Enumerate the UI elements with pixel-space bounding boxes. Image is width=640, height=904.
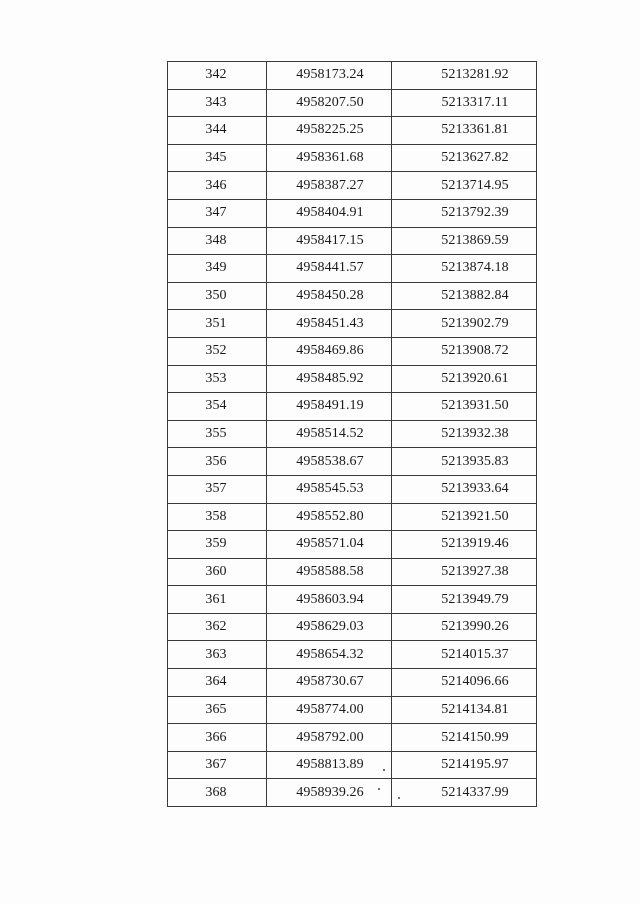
point-number-cell: 365 (168, 696, 267, 724)
y-coordinate-cell: 5214150.99 (392, 724, 537, 752)
point-number-cell: 350 (168, 282, 267, 310)
coordinate-table (167, 61, 537, 807)
table-row (168, 558, 537, 586)
point-number-cell: 360 (168, 558, 267, 586)
x-coordinate-cell: 4958813.89 (267, 751, 392, 779)
x-coordinate-cell: 4958629.03 (267, 613, 392, 641)
x-coordinate-cell: 4958450.28 (267, 282, 392, 310)
point-number-cell: 367 (168, 751, 267, 779)
point-number-cell: 361 (168, 586, 267, 614)
x-coordinate-cell: 4958225.25 (267, 117, 392, 145)
y-coordinate-cell: 5213949.79 (392, 586, 537, 614)
table-row (168, 227, 537, 255)
table-row (168, 144, 537, 172)
table-row (168, 475, 537, 503)
scan-speck (383, 769, 385, 771)
point-number-cell: 363 (168, 641, 267, 669)
table-row (168, 696, 537, 724)
table-row (168, 448, 537, 476)
x-coordinate-cell: 4958588.58 (267, 558, 392, 586)
point-number-cell: 355 (168, 420, 267, 448)
table-row (168, 669, 537, 697)
y-coordinate-cell: 5213882.84 (392, 282, 537, 310)
coordinate-table-body (168, 62, 537, 807)
table-row (168, 365, 537, 393)
table-row (168, 420, 537, 448)
table-row (168, 172, 537, 200)
table-row (168, 337, 537, 365)
point-number-cell: 344 (168, 117, 267, 145)
y-coordinate-cell: 5213927.38 (392, 558, 537, 586)
table-row (168, 613, 537, 641)
x-coordinate-cell: 4958491.19 (267, 393, 392, 421)
y-coordinate-cell: 5213921.50 (392, 503, 537, 531)
y-coordinate-cell: 5213714.95 (392, 172, 537, 200)
point-number-cell: 353 (168, 365, 267, 393)
y-coordinate-cell: 5213627.82 (392, 144, 537, 172)
y-coordinate-cell: 5213920.61 (392, 365, 537, 393)
point-number-cell: 362 (168, 613, 267, 641)
scan-speck (398, 797, 400, 799)
point-number-cell: 354 (168, 393, 267, 421)
x-coordinate-cell: 4958939.26 (267, 779, 392, 807)
x-coordinate-cell: 4958774.00 (267, 696, 392, 724)
point-number-cell: 364 (168, 669, 267, 697)
y-coordinate-cell: 5213990.26 (392, 613, 537, 641)
x-coordinate-cell: 4958441.57 (267, 255, 392, 283)
y-coordinate-cell: 5213281.92 (392, 62, 537, 90)
x-coordinate-cell: 4958571.04 (267, 531, 392, 559)
y-coordinate-cell: 5214195.97 (392, 751, 537, 779)
table-row (168, 586, 537, 614)
y-coordinate-cell: 5213361.81 (392, 117, 537, 145)
x-coordinate-cell: 4958654.32 (267, 641, 392, 669)
point-number-cell: 342 (168, 62, 267, 90)
x-coordinate-cell: 4958417.15 (267, 227, 392, 255)
x-coordinate-cell: 4958173.24 (267, 62, 392, 90)
point-number-cell: 349 (168, 255, 267, 283)
point-number-cell: 343 (168, 89, 267, 117)
x-coordinate-cell: 4958404.91 (267, 199, 392, 227)
point-number-cell: 368 (168, 779, 267, 807)
x-coordinate-cell: 4958387.27 (267, 172, 392, 200)
table-row (168, 724, 537, 752)
table-row (168, 255, 537, 283)
x-coordinate-cell: 4958469.86 (267, 337, 392, 365)
point-number-cell: 347 (168, 199, 267, 227)
scan-speck (378, 788, 380, 790)
table-row (168, 641, 537, 669)
point-number-cell: 348 (168, 227, 267, 255)
table-row (168, 503, 537, 531)
point-number-cell: 351 (168, 310, 267, 338)
y-coordinate-cell: 5213874.18 (392, 255, 537, 283)
y-coordinate-cell: 5213932.38 (392, 420, 537, 448)
x-coordinate-cell: 4958207.50 (267, 89, 392, 117)
point-number-cell: 366 (168, 724, 267, 752)
x-coordinate-cell: 4958451.43 (267, 310, 392, 338)
point-number-cell: 356 (168, 448, 267, 476)
y-coordinate-cell: 5213902.79 (392, 310, 537, 338)
y-coordinate-cell: 5213931.50 (392, 393, 537, 421)
y-coordinate-cell: 5214096.66 (392, 669, 537, 697)
y-coordinate-cell: 5213908.72 (392, 337, 537, 365)
x-coordinate-cell: 4958545.53 (267, 475, 392, 503)
point-number-cell: 346 (168, 172, 267, 200)
y-coordinate-cell: 5213933.64 (392, 475, 537, 503)
y-coordinate-cell: 5213317.11 (392, 89, 537, 117)
y-coordinate-cell: 5214337.99 (392, 779, 537, 807)
point-number-cell: 358 (168, 503, 267, 531)
x-coordinate-cell: 4958538.67 (267, 448, 392, 476)
x-coordinate-cell: 4958792.00 (267, 724, 392, 752)
table-row (168, 393, 537, 421)
x-coordinate-cell: 4958603.94 (267, 586, 392, 614)
x-coordinate-cell: 4958552.80 (267, 503, 392, 531)
table-row (168, 310, 537, 338)
y-coordinate-cell: 5213935.83 (392, 448, 537, 476)
point-number-cell: 359 (168, 531, 267, 559)
table-row (168, 751, 537, 779)
x-coordinate-cell: 4958730.67 (267, 669, 392, 697)
y-coordinate-cell: 5214015.37 (392, 641, 537, 669)
point-number-cell: 357 (168, 475, 267, 503)
table-row (168, 117, 537, 145)
table-row (168, 89, 537, 117)
point-number-cell: 345 (168, 144, 267, 172)
x-coordinate-cell: 4958514.52 (267, 420, 392, 448)
table-row (168, 62, 537, 90)
y-coordinate-cell: 5213869.59 (392, 227, 537, 255)
y-coordinate-cell: 5214134.81 (392, 696, 537, 724)
y-coordinate-cell: 5213792.39 (392, 199, 537, 227)
y-coordinate-cell: 5213919.46 (392, 531, 537, 559)
x-coordinate-cell: 4958485.92 (267, 365, 392, 393)
point-number-cell: 352 (168, 337, 267, 365)
table-row (168, 282, 537, 310)
x-coordinate-cell: 4958361.68 (267, 144, 392, 172)
table-row (168, 531, 537, 559)
table-row (168, 779, 537, 807)
table-row (168, 199, 537, 227)
